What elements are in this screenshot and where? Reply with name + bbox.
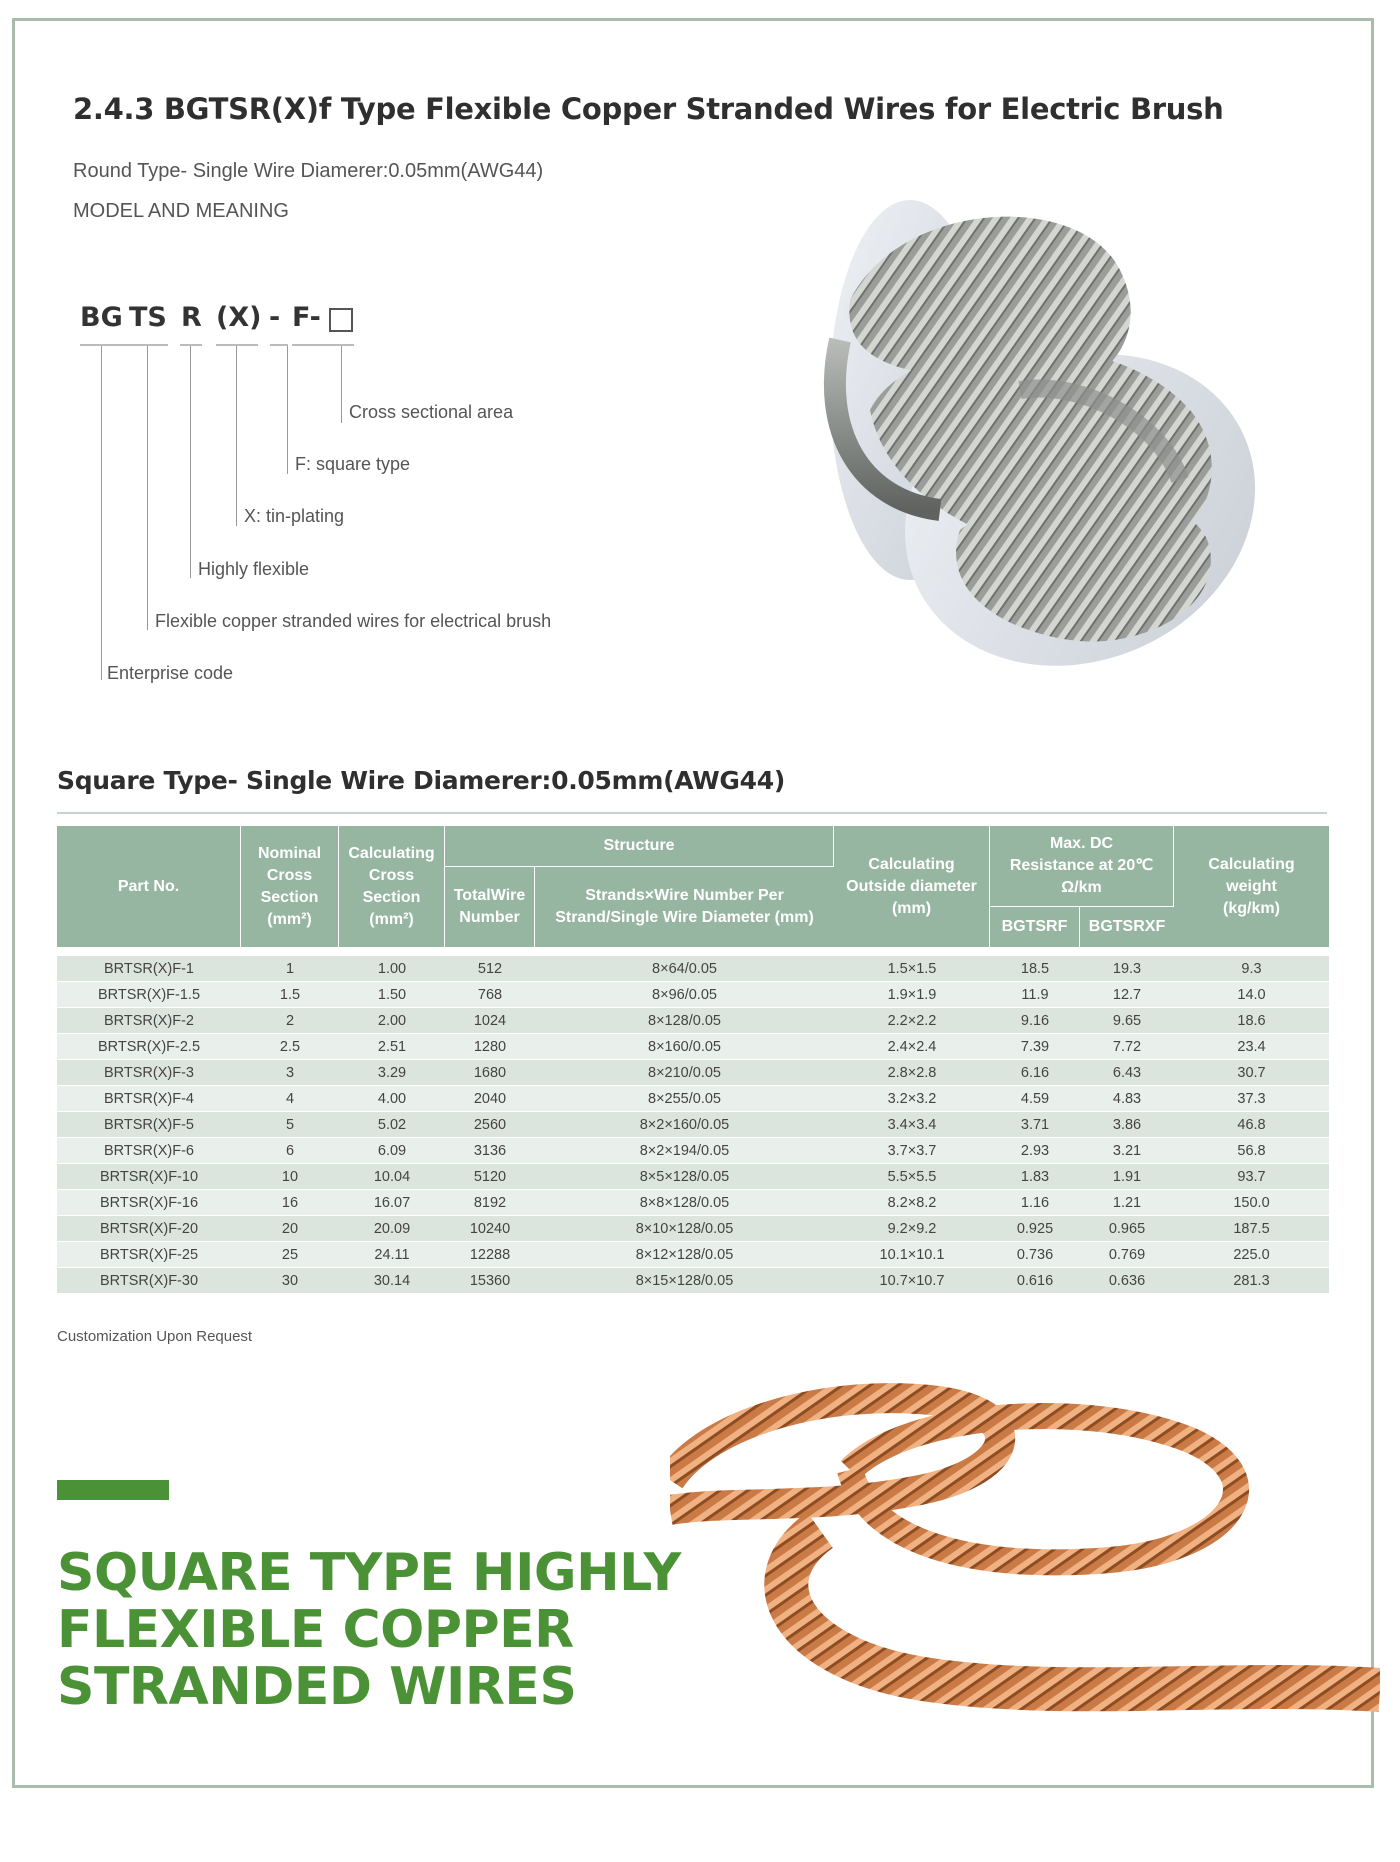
bgtsrf-resistance-cell: 3.71 [990, 1112, 1080, 1138]
outside-diameter-cell: 1.5×1.5 [834, 948, 990, 982]
code-underline [270, 344, 288, 346]
outside-diameter-cell: 10.7×10.7 [834, 1268, 990, 1294]
part-no-cell: BRTSR(X)F-20 [57, 1216, 241, 1242]
part-no-cell: BRTSR(X)F-10 [57, 1164, 241, 1190]
calc-section-cell: 3.29 [339, 1060, 445, 1086]
header-structure: Structure [445, 826, 834, 867]
total-wire-cell: 1280 [445, 1034, 535, 1060]
table-row [57, 1112, 1329, 1138]
bgtsrf-resistance-cell: 0.925 [990, 1216, 1080, 1242]
nominal-section-cell: 2.5 [241, 1034, 339, 1060]
weight-cell: 9.3 [1174, 948, 1329, 982]
bgtsrxf-resistance-cell: 3.86 [1080, 1112, 1174, 1138]
header-strands-wire-number: Strands×Wire Number Per Strand/Single Wire Diameter (mm) [535, 867, 834, 948]
outside-diameter-cell: 2.4×2.4 [834, 1034, 990, 1060]
total-wire-cell: 1024 [445, 1008, 535, 1034]
weight-cell: 281.3 [1174, 1268, 1329, 1294]
bgtsrf-resistance-cell: 11.9 [990, 982, 1080, 1008]
weight-cell: 18.6 [1174, 1008, 1329, 1034]
header-calculating-weight: Calculating weight (kg/km) [1174, 826, 1329, 948]
bgtsrxf-resistance-cell: 12.7 [1080, 982, 1174, 1008]
section-title: Square Type- Single Wire Diamerer:0.05mm(AWG44) [57, 766, 785, 795]
table-row [57, 1242, 1329, 1268]
leader-line-flexible [190, 346, 191, 578]
label-square-type: F: square type [295, 454, 411, 474]
bgtsrf-resistance-cell: 6.16 [990, 1060, 1080, 1086]
nominal-section-cell: 25 [241, 1242, 339, 1268]
calc-section-cell: 1.50 [339, 982, 445, 1008]
nominal-section-cell: 1 [241, 948, 339, 982]
table-row [57, 948, 1329, 982]
spec-table [57, 826, 1329, 1294]
table-row [57, 1190, 1329, 1216]
calc-section-cell: 1.00 [339, 948, 445, 982]
calc-section-cell: 5.02 [339, 1112, 445, 1138]
bgtsrxf-resistance-cell: 3.21 [1080, 1138, 1174, 1164]
header-outside-diameter: Calculating Outside diameter (mm) [834, 826, 990, 948]
copper-wire-image [670, 1360, 1380, 1750]
table-row [57, 1138, 1329, 1164]
weight-cell: 56.8 [1174, 1138, 1329, 1164]
strands-cell: 8×64/0.05 [535, 948, 834, 982]
weight-cell: 150.0 [1174, 1190, 1329, 1216]
weight-cell: 37.3 [1174, 1086, 1329, 1112]
table-row [57, 1164, 1329, 1190]
part-no-cell: BRTSR(X)F-2 [57, 1008, 241, 1034]
total-wire-cell: 2040 [445, 1086, 535, 1112]
strands-cell: 8×255/0.05 [535, 1086, 834, 1112]
bgtsrxf-resistance-cell: 1.21 [1080, 1190, 1174, 1216]
weight-cell: 14.0 [1174, 982, 1329, 1008]
outside-diameter-cell: 2.8×2.8 [834, 1060, 990, 1086]
banner-title [57, 1545, 681, 1716]
weight-cell: 23.4 [1174, 1034, 1329, 1060]
calc-section-cell: 24.11 [339, 1242, 445, 1268]
total-wire-cell: 8192 [445, 1190, 535, 1216]
header-max-dc-resistance: Max. DC Resistance at 20℃ Ω/km [990, 826, 1174, 907]
nominal-section-cell: 4 [241, 1086, 339, 1112]
spec-table-body [57, 948, 1329, 1294]
code-part-r: R [181, 302, 202, 333]
part-no-cell: BRTSR(X)F-4 [57, 1086, 241, 1112]
table-row [57, 1034, 1329, 1060]
outside-diameter-cell: 10.1×10.1 [834, 1242, 990, 1268]
code-underline [80, 344, 132, 346]
cross-section-placeholder-box [329, 308, 353, 332]
part-no-cell: BRTSR(X)F-6 [57, 1138, 241, 1164]
table-row [57, 982, 1329, 1008]
total-wire-cell: 512 [445, 948, 535, 982]
model-heading: MODEL AND MEANING [73, 200, 289, 222]
part-no-cell: BRTSR(X)F-16 [57, 1190, 241, 1216]
nominal-section-cell: 5 [241, 1112, 339, 1138]
bgtsrf-resistance-cell: 1.83 [990, 1164, 1080, 1190]
calc-section-cell: 4.00 [339, 1086, 445, 1112]
nominal-section-cell: 1.5 [241, 982, 339, 1008]
outside-diameter-cell: 3.7×3.7 [834, 1138, 990, 1164]
section-divider [57, 812, 1327, 814]
outside-diameter-cell: 8.2×8.2 [834, 1190, 990, 1216]
part-no-cell: BRTSR(X)F-1 [57, 948, 241, 982]
strands-cell: 8×5×128/0.05 [535, 1164, 834, 1190]
total-wire-cell: 3136 [445, 1138, 535, 1164]
code-underline [180, 344, 202, 346]
nominal-section-cell: 6 [241, 1138, 339, 1164]
page-title: 2.4.3 BGTSR(X)f Type Flexible Copper Stranded Wires for Electric Brush [73, 92, 1224, 126]
table-row [57, 1060, 1329, 1086]
part-no-cell: BRTSR(X)F-25 [57, 1242, 241, 1268]
strands-cell: 8×96/0.05 [535, 982, 834, 1008]
accent-bar [57, 1480, 169, 1500]
label-cross-section: Cross sectional area [349, 402, 514, 422]
total-wire-cell: 15360 [445, 1268, 535, 1294]
weight-cell: 30.7 [1174, 1060, 1329, 1086]
part-no-cell: BRTSR(X)F-2.5 [57, 1034, 241, 1060]
strands-cell: 8×15×128/0.05 [535, 1268, 834, 1294]
strands-cell: 8×2×160/0.05 [535, 1112, 834, 1138]
nominal-section-cell: 2 [241, 1008, 339, 1034]
leader-line-cross-section [341, 346, 342, 423]
total-wire-cell: 12288 [445, 1242, 535, 1268]
leader-line-tin [236, 346, 237, 526]
nominal-section-cell: 16 [241, 1190, 339, 1216]
nominal-section-cell: 10 [241, 1164, 339, 1190]
bgtsrxf-resistance-cell: 0.769 [1080, 1242, 1174, 1268]
strands-cell: 8×128/0.05 [535, 1008, 834, 1034]
tinned-wire-spool-image [780, 180, 1270, 680]
outside-diameter-cell: 3.4×3.4 [834, 1112, 990, 1138]
table-row [57, 1008, 1329, 1034]
calc-section-cell: 30.14 [339, 1268, 445, 1294]
nominal-section-cell: 3 [241, 1060, 339, 1086]
strands-cell: 8×10×128/0.05 [535, 1216, 834, 1242]
leader-line-enterprise [101, 346, 102, 680]
leader-line-brush [147, 346, 148, 630]
bgtsrxf-resistance-cell: 6.43 [1080, 1060, 1174, 1086]
code-part-bg: BG [80, 302, 123, 333]
weight-cell: 225.0 [1174, 1242, 1329, 1268]
code-part-f: F- [292, 302, 321, 333]
outside-diameter-cell: 9.2×9.2 [834, 1216, 990, 1242]
part-no-cell: BRTSR(X)F-1.5 [57, 982, 241, 1008]
nominal-section-cell: 20 [241, 1216, 339, 1242]
header-part-no: Part No. [57, 826, 241, 948]
weight-cell: 187.5 [1174, 1216, 1329, 1242]
code-underline [292, 344, 354, 346]
banner-line-2: FLEXIBLE COPPER [57, 1600, 574, 1660]
code-underline [128, 344, 168, 346]
total-wire-cell: 2560 [445, 1112, 535, 1138]
code-underline [216, 344, 258, 346]
bgtsrf-resistance-cell: 2.93 [990, 1138, 1080, 1164]
calc-section-cell: 20.09 [339, 1216, 445, 1242]
bgtsrf-resistance-cell: 0.736 [990, 1242, 1080, 1268]
bgtsrxf-resistance-cell: 4.83 [1080, 1086, 1174, 1112]
calc-section-cell: 10.04 [339, 1164, 445, 1190]
bgtsrf-resistance-cell: 0.616 [990, 1268, 1080, 1294]
bgtsrf-resistance-cell: 1.16 [990, 1190, 1080, 1216]
calc-section-cell: 6.09 [339, 1138, 445, 1164]
outside-diameter-cell: 5.5×5.5 [834, 1164, 990, 1190]
code-part-ts: TS [129, 302, 167, 333]
strands-cell: 8×2×194/0.05 [535, 1138, 834, 1164]
weight-cell: 93.7 [1174, 1164, 1329, 1190]
code-part-x: (X) [216, 302, 262, 333]
table-row [57, 1086, 1329, 1112]
banner-line-3: STRANDED WIRES [57, 1657, 577, 1717]
strands-cell: 8×8×128/0.05 [535, 1190, 834, 1216]
weight-cell: 46.8 [1174, 1112, 1329, 1138]
header-bgtsrxf: BGTSRXF [1080, 907, 1174, 948]
calc-section-cell: 16.07 [339, 1190, 445, 1216]
part-no-cell: BRTSR(X)F-30 [57, 1268, 241, 1294]
bgtsrxf-resistance-cell: 0.965 [1080, 1216, 1174, 1242]
customization-note: Customization Upon Request [57, 1328, 253, 1345]
calc-section-cell: 2.00 [339, 1008, 445, 1034]
label-tin-plating: X: tin-plating [244, 506, 345, 526]
bgtsrxf-resistance-cell: 0.636 [1080, 1268, 1174, 1294]
part-no-cell: BRTSR(X)F-3 [57, 1060, 241, 1086]
bgtsrxf-resistance-cell: 19.3 [1080, 948, 1174, 982]
outside-diameter-cell: 1.9×1.9 [834, 982, 990, 1008]
label-enterprise-code: Enterprise code [107, 663, 234, 683]
part-no-cell: BRTSR(X)F-5 [57, 1112, 241, 1138]
strands-cell: 8×12×128/0.05 [535, 1242, 834, 1268]
nominal-section-cell: 30 [241, 1268, 339, 1294]
header-total-wire-number: TotalWire Number [445, 867, 535, 948]
bgtsrf-resistance-cell: 4.59 [990, 1086, 1080, 1112]
bgtsrxf-resistance-cell: 1.91 [1080, 1164, 1174, 1190]
total-wire-cell: 1680 [445, 1060, 535, 1086]
total-wire-cell: 10240 [445, 1216, 535, 1242]
round-type-subtitle: Round Type- Single Wire Diamerer:0.05mm(AWG44) [73, 160, 544, 182]
outside-diameter-cell: 3.2×3.2 [834, 1086, 990, 1112]
code-part-dash: - [269, 302, 281, 333]
leader-line-square [287, 346, 288, 474]
header-bgtsrf: BGTSRF [990, 907, 1080, 948]
bgtsrxf-resistance-cell: 9.65 [1080, 1008, 1174, 1034]
header-calculating-cross-section: Calculating Cross Section (mm²) [339, 826, 445, 948]
outside-diameter-cell: 2.2×2.2 [834, 1008, 990, 1034]
total-wire-cell: 768 [445, 982, 535, 1008]
label-highly-flexible: Highly flexible [198, 559, 310, 579]
strands-cell: 8×160/0.05 [535, 1034, 834, 1060]
calc-section-cell: 2.51 [339, 1034, 445, 1060]
table-row [57, 1268, 1329, 1294]
strands-cell: 8×210/0.05 [535, 1060, 834, 1086]
bgtsrxf-resistance-cell: 7.72 [1080, 1034, 1174, 1060]
label-brush-wires: Flexible copper stranded wires for electrical brush [155, 611, 552, 631]
banner-line-1: SQUARE TYPE HIGHLY [57, 1543, 681, 1603]
header-nominal-cross-section: Nominal Cross Section (mm²) [241, 826, 339, 948]
bgtsrf-resistance-cell: 7.39 [990, 1034, 1080, 1060]
bgtsrf-resistance-cell: 18.5 [990, 948, 1080, 982]
table-row [57, 1216, 1329, 1242]
bgtsrf-resistance-cell: 9.16 [990, 1008, 1080, 1034]
total-wire-cell: 5120 [445, 1164, 535, 1190]
